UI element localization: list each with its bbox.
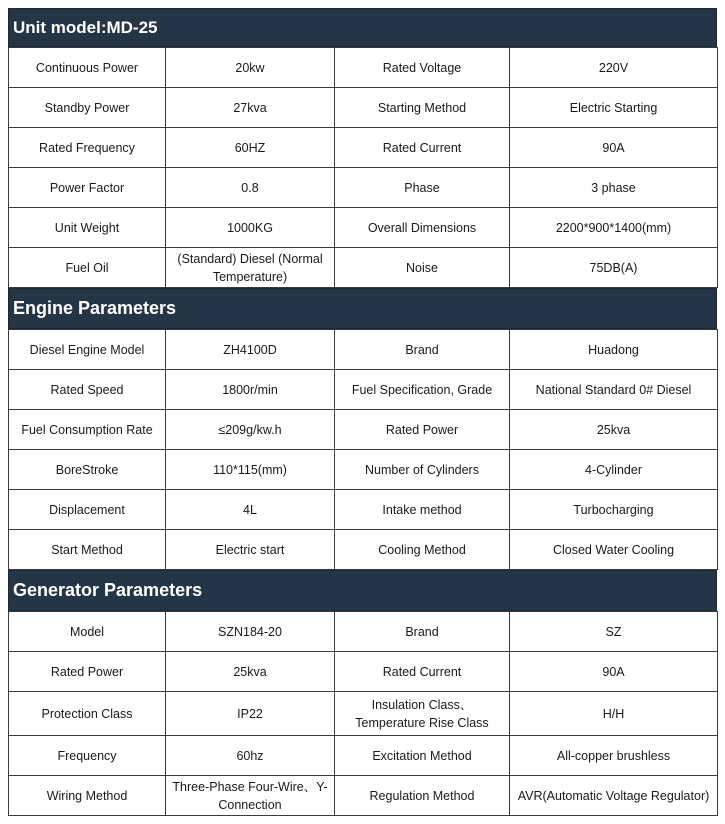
- table-row: [9, 612, 718, 652]
- table-row: [9, 736, 718, 776]
- table-row: [9, 652, 718, 692]
- table-row: [9, 330, 718, 370]
- param-label: Rated Speed: [9, 370, 166, 410]
- param-value: 2200*900*1400(mm): [510, 208, 718, 248]
- param-label: Rated Voltage: [335, 48, 510, 88]
- engine-parameters-title: Engine Parameters: [13, 298, 177, 318]
- param-value: Huadong: [510, 330, 718, 370]
- param-value: 75DB(A): [510, 248, 718, 288]
- param-value: 4-Cylinder: [510, 450, 718, 490]
- engine-table: [8, 329, 718, 570]
- param-value: 25kva: [510, 410, 718, 450]
- table-row: [9, 208, 718, 248]
- generator-parameters-header: [8, 570, 717, 611]
- unit-model-header: [8, 8, 717, 47]
- param-value: 60hz: [166, 736, 335, 776]
- param-value: 60HZ: [166, 128, 335, 168]
- param-label: Brand: [335, 612, 510, 652]
- table-row: [9, 450, 718, 490]
- param-label: Fuel Oil: [9, 248, 166, 288]
- param-value: Electric start: [166, 530, 335, 570]
- table-row: [9, 370, 718, 410]
- param-label: Start Method: [9, 530, 166, 570]
- param-value: ZH4100D: [166, 330, 335, 370]
- param-label: Standby Power: [9, 88, 166, 128]
- param-value: AVR(Automatic Voltage Regulator): [510, 776, 718, 816]
- param-label: Starting Method: [335, 88, 510, 128]
- param-label: Excitation Method: [335, 736, 510, 776]
- param-label: Cooling Method: [335, 530, 510, 570]
- param-value: SZ: [510, 612, 718, 652]
- param-value: 1000KG: [166, 208, 335, 248]
- param-value: 25kva: [166, 652, 335, 692]
- param-label: BoreStroke: [9, 450, 166, 490]
- param-value: 20kw: [166, 48, 335, 88]
- param-value: 27kva: [166, 88, 335, 128]
- param-label: Diesel Engine Model: [9, 330, 166, 370]
- table-row: [9, 248, 718, 288]
- table-row: [9, 776, 718, 816]
- table-row: [9, 410, 718, 450]
- param-label: Wiring Method: [9, 776, 166, 816]
- param-value: 0.8: [166, 168, 335, 208]
- table-row: [9, 48, 718, 88]
- param-label: Rated Power: [335, 410, 510, 450]
- param-label: Rated Frequency: [9, 128, 166, 168]
- param-label: Fuel Consumption Rate: [9, 410, 166, 450]
- unit-table: [8, 47, 718, 288]
- param-label: Protection Class: [9, 692, 166, 736]
- param-label: Noise: [335, 248, 510, 288]
- param-value: ≤209g/kw.h: [166, 410, 335, 450]
- param-value: 110*115(mm): [166, 450, 335, 490]
- param-label: Rated Current: [335, 128, 510, 168]
- param-value: 90A: [510, 128, 718, 168]
- generator-parameters-title: Generator Parameters: [13, 580, 203, 600]
- param-value: All-copper brushless: [510, 736, 718, 776]
- param-label: Model: [9, 612, 166, 652]
- unit-model-title: Unit model:MD-25: [13, 17, 158, 37]
- param-value: H/H: [510, 692, 718, 736]
- param-value: Closed Water Cooling: [510, 530, 718, 570]
- param-label: Rated Power: [9, 652, 166, 692]
- param-label: Phase: [335, 168, 510, 208]
- param-label: Fuel Specification, Grade: [335, 370, 510, 410]
- param-label: Regulation Method: [335, 776, 510, 816]
- param-value: Turbocharging: [510, 490, 718, 530]
- param-value: SZN184-20: [166, 612, 335, 652]
- param-value: 90A: [510, 652, 718, 692]
- table-row: [9, 168, 718, 208]
- param-value: 1800r/min: [166, 370, 335, 410]
- param-label: Displacement: [9, 490, 166, 530]
- param-label: Continuous Power: [9, 48, 166, 88]
- param-value: (Standard) Diesel (Normal Temperature): [166, 248, 335, 288]
- param-value: Electric Starting: [510, 88, 718, 128]
- param-label: Power Factor: [9, 168, 166, 208]
- param-label: Unit Weight: [9, 208, 166, 248]
- param-label: Intake method: [335, 490, 510, 530]
- table-row: [9, 88, 718, 128]
- table-row: [9, 128, 718, 168]
- table-row: [9, 530, 718, 570]
- param-label: Rated Current: [335, 652, 510, 692]
- param-label: Insulation Class、Temperature Rise Class: [335, 692, 510, 736]
- param-label: Brand: [335, 330, 510, 370]
- param-value: Three-Phase Four-Wire、Y-Connection: [166, 776, 335, 816]
- param-label: Frequency: [9, 736, 166, 776]
- param-value: National Standard 0# Diesel: [510, 370, 718, 410]
- generator-table: [8, 611, 718, 816]
- param-label: Number of Cylinders: [335, 450, 510, 490]
- param-value: IP22: [166, 692, 335, 736]
- spec-sheet: [8, 8, 717, 816]
- table-row: [9, 490, 718, 530]
- param-value: 3 phase: [510, 168, 718, 208]
- engine-parameters-header: [8, 288, 717, 329]
- param-label: Overall Dimensions: [335, 208, 510, 248]
- param-value: 4L: [166, 490, 335, 530]
- param-value: 220V: [510, 48, 718, 88]
- table-row: [9, 692, 718, 736]
